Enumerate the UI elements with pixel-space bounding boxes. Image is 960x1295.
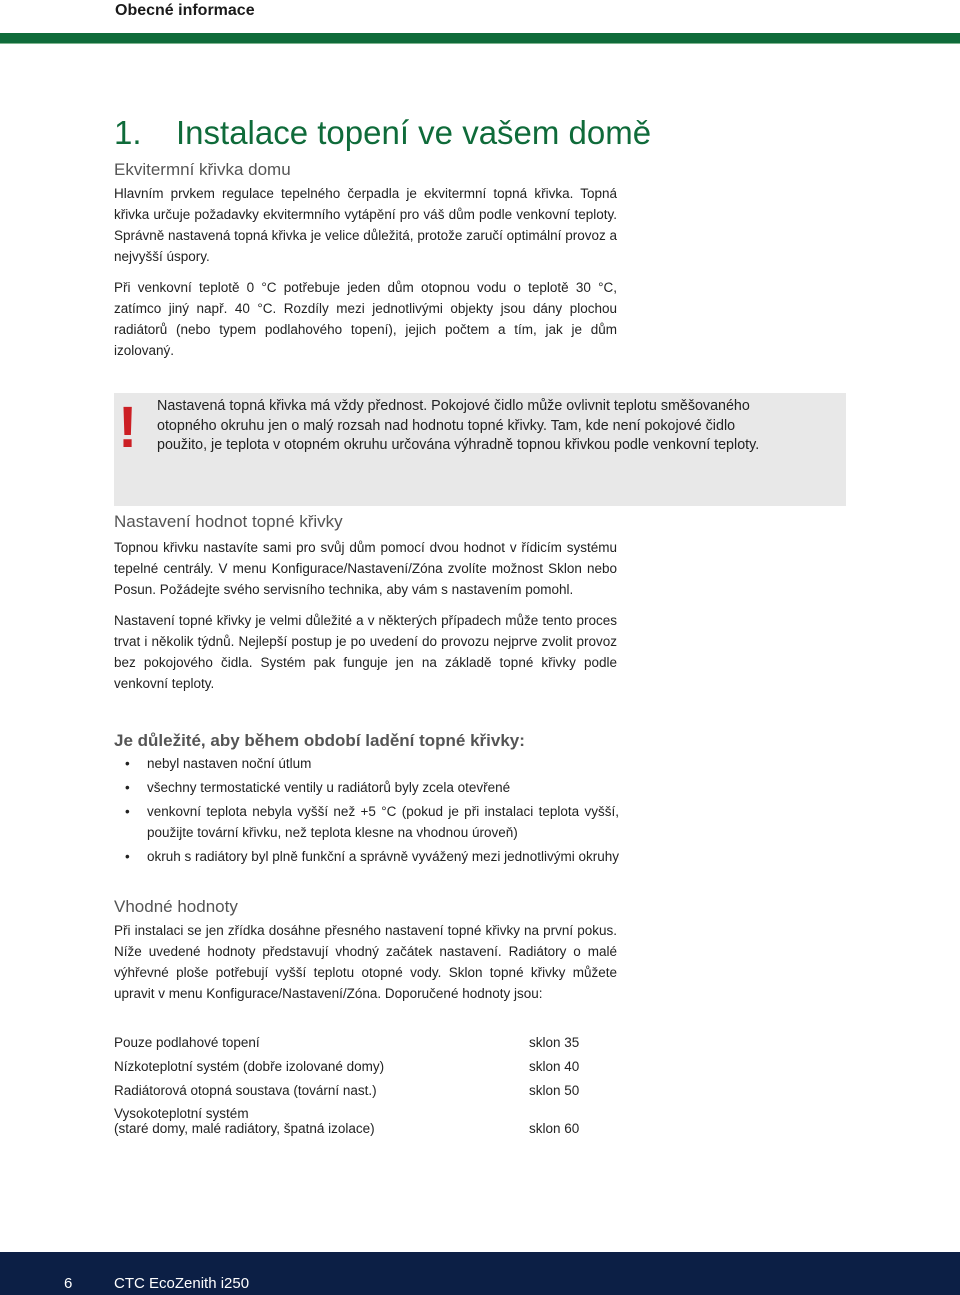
row-label: Vysokoteplotní systém (staré domy, malé radiátory, špatná izolace) [114, 1106, 375, 1136]
row-label: Nízkoteplotní systém (dobře izolované domy) [114, 1059, 385, 1074]
heading-ekvitermni: Ekvitermní křivka domu [114, 160, 291, 179]
bullet-icon: • [125, 756, 130, 771]
list-item: • všechny termostatické ventily u radiátorů byly zcela otevřené [114, 777, 619, 798]
conditions-list [114, 753, 619, 870]
heading-vhodne: Vhodné hodnoty [114, 897, 238, 916]
list-item: • okruh s radiátory byl plně funkční a správně vyvážený mezi jednotlivými okruhy [114, 846, 619, 867]
bullet-icon: • [125, 849, 130, 864]
page-number: 6 [64, 1275, 73, 1292]
table-row [114, 1050, 579, 1074]
section-label: Obecné informace [115, 2, 255, 19]
row-value: sklon 40 [529, 1059, 580, 1074]
product-name: CTC EcoZenith i250 [114, 1275, 250, 1292]
nastaveni-text [114, 537, 617, 694]
heading-nastaveni: Nastavení hodnot topné křivky [114, 512, 343, 531]
chapter-title: Instalace topení ve vašem domě [176, 114, 652, 151]
header-bar [0, 33, 960, 43]
list-item: • nebyl nastaven noční útlum [114, 753, 619, 774]
bullet-icon: • [125, 780, 130, 795]
row-value: sklon 35 [529, 1035, 580, 1050]
row-value: sklon 60 [529, 1121, 580, 1136]
heading-dulezite: Je důležité, aby během období ladění topné křivky: [114, 731, 525, 750]
ekvitermni-paragraph-2: Při venkovní teplotě 0 °C potřebuje jeden dům otopnou vodu o teplotě 30 °C, zatímco jiný např. 40 °C. Rozdíly mezi jednotlivými objekty jsou dány plochou radiátorů (nebo typem podlahového topení), jejich počtem a tím, jak je dům izolovaný. [114, 280, 617, 358]
exclamation-icon: ! [118, 395, 138, 460]
row-value: sklon 50 [529, 1083, 580, 1098]
note-text: Nastavená topná křivka má vždy přednost. Pokojové čidlo může ovlivnit teplotu směšovaného otopného okruhu jen o malý rozsah nad hodnotu topné křivky. Tam, kde není pokojové čidlo použito, je teplota v otopném okruhu určována výhradně topnou křivkou podle venkovní teploty. [157, 398, 760, 453]
recommended-values-table [114, 1028, 579, 1136]
list-item: • venkovní teplota nebyla vyšší než +5 °C (pokud je při instalaci teplota vyšší, použijte tovární křivku, než teplota klesne na vhodnou úroveň) [114, 801, 619, 843]
chapter-number: 1. [114, 114, 142, 151]
row-label: Radiátorová otopná soustava (tovární nast.) [114, 1083, 377, 1098]
ekvitermni-paragraph-1: Hlavním prvkem regulace tepelného čerpadla je ekvitermní topná křivka. Topná křivka určuje požadavky ekvitermního vytápění pro váš dům podle venkovní teploty. Správně nastavená topná křivka je velice důležitá, protože zaručí optimální provoz a nejvyšší úspory. [114, 186, 617, 264]
row-label: Pouze podlahové topení [114, 1035, 260, 1050]
page-title [114, 114, 651, 152]
vhodne-paragraph: Při instalaci se jen zřídka dosáhne přesného nastavení topné křivky na první pokus. Níže uvedené hodnoty představují vhodný začátek nastavení. Radiátory o malé výhřevné ploše potřebují vyšší teplotu otopné vody. Sklon topné křivky můžete upravit v menu Konfigurace/Nastavení/Zóna. Doporučené hodnoty jsou: [114, 923, 617, 1001]
table-row [114, 1028, 579, 1050]
nastaveni-paragraph-2: Nastavení topné křivky je velmi důležité a v některých případech může tento proces trvat i několik týdnů. Nejlepší postup je po uvedení do provozu nejprve zvolit provoz bez pokojového čidla. Systém pak funguje jen na základě topné křivky podle venkovní teploty. [114, 613, 617, 691]
nastaveni-paragraph-1: Topnou křivku nastavíte sami pro svůj dům pomocí dvou hodnot v řídicím systému tepelné centrály. V menu Konfigurace/Nastavení/Zóna zvolíte možnost Sklon nebo Posun. Požádejte svého servisního technika, aby vám s nastavením pomohl. [114, 540, 617, 597]
header-bar-accent [0, 43, 960, 44]
table-row [114, 1074, 579, 1098]
table-row [114, 1098, 579, 1136]
bullet-icon: • [125, 804, 130, 819]
ekvitermni-text [114, 183, 617, 361]
